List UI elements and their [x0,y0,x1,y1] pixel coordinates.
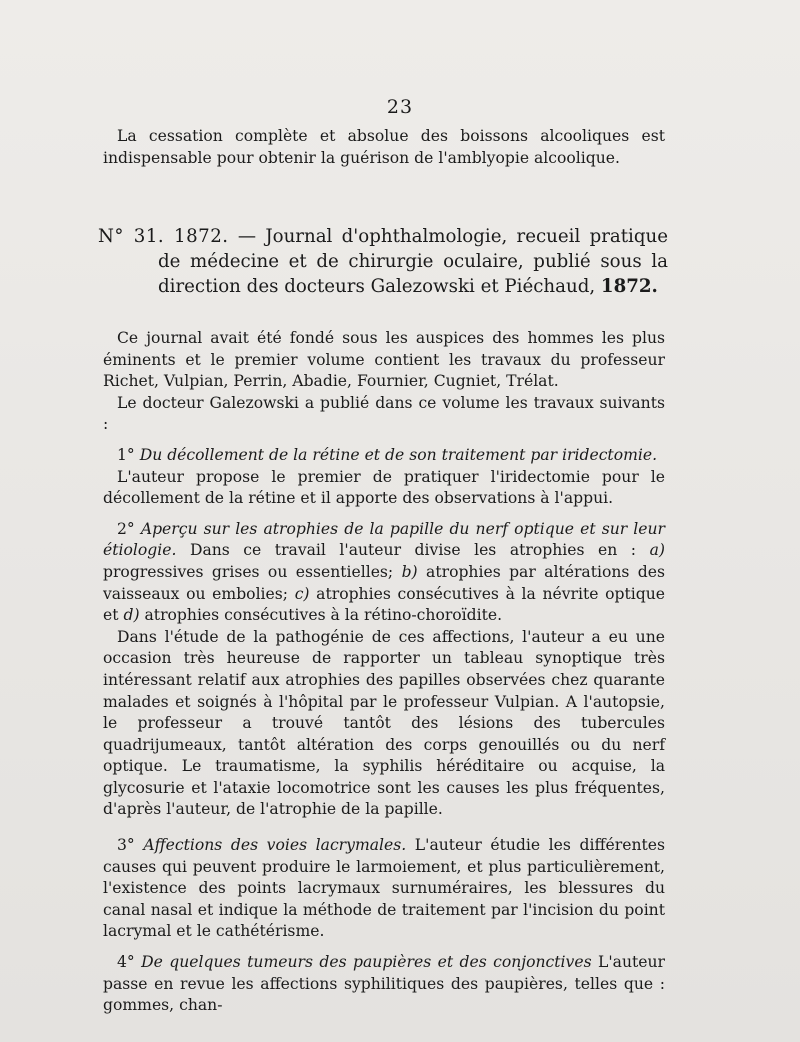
item-1-text: L'auteur propose le premier de pratiquer l'iridectomie pour le décollement de la rétine et il apporte des observations à l'appui. [103,467,665,508]
paragraph-works-intro: Le docteur Galezowski a publié dans ce volume les travaux suivants : [103,393,665,434]
item-2-text-d: atrophies consécutives à la névrite optique et [103,584,665,625]
item-2-text-a: Dans ce travail l'auteur divise les atrophies en : [189,541,637,560]
item-2-marker-a: a) [649,541,665,560]
item-2-text-b: progressives grises ou essentielles; [103,562,394,581]
item-4 [103,952,665,1017]
page-number: 23 [386,96,414,118]
item-4-title: De quelques tumeurs des paupières et des conjonctives [141,953,592,972]
item-1-title: Du décollement de la rétine et de son traitement par iridectomie. [139,445,658,464]
item-2 [103,519,665,627]
item-1-heading [103,445,665,467]
item-2-text-e: atrophies consécutives à la rétino-choroïdite. [144,606,503,625]
item-2-marker-d: d) [123,606,140,625]
paragraph-pathogenie: Dans l'étude de la pathogénie de ces affections, l'auteur a eu une occasion très heureuse de rapporter un tableau synoptique très intéressant relatif aux atrophies des papilles observées chez quarante malades et soignés à l'hôpital par le professeur Vulpian. A l'autopsie, le professeur a trouvé tantôt des lésions des tubercules quadrijumeaux, tantôt altération des corps genouillés ou du nerf optique. Le traumatisme, la syphilis héréditaire ou acquise, la glycosurie et l'ataxie locomotrice sont les causes les plus fréquentes, d'après l'auteur, de l'atrophie de la papille. [103,627,665,819]
item-3-title: Affections des voies lacrymales. [143,836,407,855]
item-2-number: 2° [117,519,135,538]
entry-heading [98,224,668,299]
item-3 [103,835,665,943]
entry-number: N° 31. 1872. [98,226,229,247]
item-2-marker-c: c) [294,584,310,603]
item-3-text: L'auteur étudie les différentes causes qui peuvent produire le larmoiement, et plus particulièrement, l'existence des points lacrymaux surnuméraires, les blessures du canal nasal et indique la méthode de traitement par l'incision du point lacrymal et le cathétérisme. [103,836,665,941]
item-2-marker-b: b) [401,562,418,581]
item-4-number: 4° [117,953,135,972]
body-text [103,328,665,1017]
item-2-text-c: atrophies par altérations des vaisseaux ou embolies; [103,562,665,603]
intro-paragraph [103,126,665,169]
item-2-title: Aperçu sur les atrophies de la papille du nerf optique et sur leur étiologie. [103,519,665,560]
paragraph-journal: Ce journal avait été fondé sous les auspices des hommes les plus éminents et le premier volume contient les travaux du professeur Richet, Vulpian, Perrin, Abadie, Fournier, Cugniet, Trélat. [103,329,665,391]
item-1-number: 1° [117,445,135,464]
intro-text: La cessation complète et absolue des boissons alcooliques est indispensable pour obtenir la guérison de l'amblyopie alcoolique. [103,127,665,167]
item-3-number: 3° [117,836,135,855]
entry-title: — Journal d'ophthalmologie, recueil pratique de médecine et de chirurgie oculaire, publié sous la direction des docteurs Galezowski et Piéchaud, [158,226,668,297]
entry-year: 1872. [600,276,658,297]
item-4-text: L'auteur passe en revue les affections syphilitiques des paupières, telles que : gommes, chan- [103,953,665,1015]
